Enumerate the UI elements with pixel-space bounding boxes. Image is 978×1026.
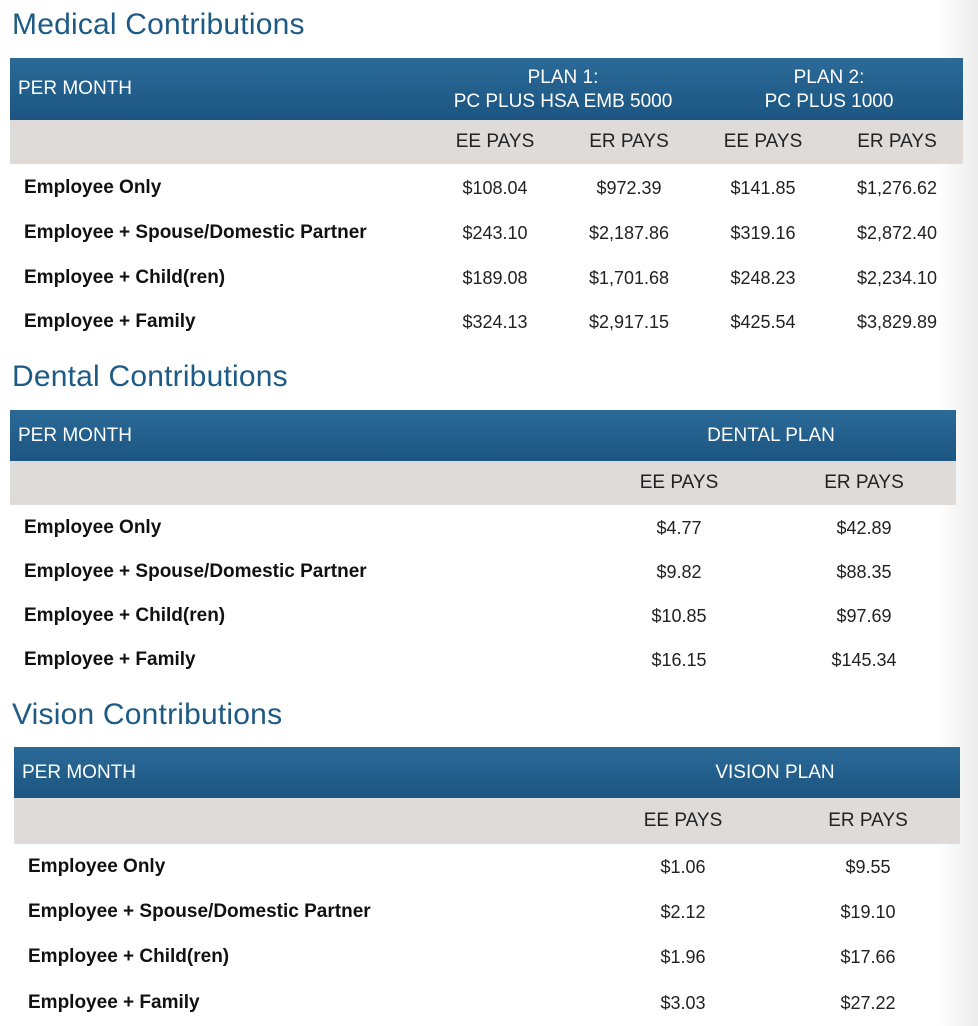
value-cell: $9.55 [845,857,891,877]
value-cell: $324.13 [462,312,528,332]
value-cell: $3.03 [660,993,706,1013]
value-cell: $10.85 [651,606,707,626]
table-row [14,845,960,889]
dental-header [10,410,956,461]
value-cell: $3,829.89 [856,312,938,332]
table-row [10,594,956,638]
row-label: Employee Only [28,856,166,877]
value-cell: $16.15 [651,650,707,670]
row-label: Employee + Family [24,311,196,332]
row-label: Employee Only [24,177,162,198]
row-label: Employee + Child(ren) [24,267,226,288]
medical-plan2-header [694,66,964,114]
value-cell: $17.66 [840,947,896,967]
table-row [10,211,963,255]
value-cell: $189.08 [462,268,528,288]
vision-col-ee: EE PAYS [643,810,723,831]
value-cell: $2,872.40 [856,223,938,243]
table-row [10,638,956,682]
dental-plan-header: DENTAL PLAN [707,425,835,446]
medical-col-ee2: EE PAYS [723,131,803,152]
value-cell: $88.35 [836,562,892,582]
value-cell: $319.16 [730,223,796,243]
value-cell: $145.34 [831,650,897,670]
row-label: Employee + Spouse/Domestic Partner [24,222,367,243]
table-row [10,300,963,344]
value-cell: $425.54 [730,312,796,332]
vision-subheader [14,798,960,844]
row-label: Employee Only [24,517,162,538]
value-cell: $141.85 [730,178,796,198]
table-row [14,935,960,979]
value-cell: $2,234.10 [856,268,938,288]
value-cell: $4.77 [656,518,702,538]
medical-col-er1: ER PAYS [589,131,669,152]
medical-plan1-header [428,66,698,114]
medical-plan2-line2: PC PLUS 1000 [764,91,894,112]
value-cell: $9.82 [656,562,702,582]
medical-title: Medical Contributions [12,8,305,41]
table-row [10,506,956,550]
vision-header [14,747,960,798]
row-label: Employee + Spouse/Domestic Partner [24,561,367,582]
table-row [10,256,963,300]
row-label: Employee + Child(ren) [28,946,230,967]
value-cell: $19.10 [840,902,896,922]
value-cell: $1.06 [660,857,706,877]
vision-plan-header: VISION PLAN [715,762,835,783]
value-cell: $972.39 [596,178,662,198]
medical-subheader [10,120,963,164]
row-label: Employee + Child(ren) [24,605,226,626]
row-label: Employee + Family [28,992,200,1013]
value-cell: $42.89 [836,518,892,538]
value-cell: $1,276.62 [856,178,938,198]
vision-title: Vision Contributions [12,698,283,731]
dental-col-ee: EE PAYS [639,472,719,493]
medical-col-er2: ER PAYS [857,131,937,152]
value-cell: $2.12 [660,902,706,922]
value-cell: $2,187.86 [588,223,670,243]
value-cell: $27.22 [840,993,896,1013]
value-cell: $108.04 [462,178,528,198]
value-cell: $248.23 [730,268,796,288]
value-cell: $97.69 [836,606,892,626]
dental-title: Dental Contributions [12,360,288,393]
dental-per-month: PER MONTH [18,425,132,446]
table-row [10,550,956,594]
value-cell: $1,701.68 [588,268,670,288]
medical-plan2-line1: PLAN 2: [793,67,865,88]
medical-col-ee1: EE PAYS [455,131,535,152]
table-row [10,166,963,210]
value-cell: $243.10 [462,223,528,243]
value-cell: $1.96 [660,947,706,967]
vision-col-er: ER PAYS [828,810,908,831]
medical-header [10,58,963,120]
value-cell: $2,917.15 [588,312,670,332]
table-row [14,890,960,934]
row-label: Employee + Family [24,649,196,670]
dental-subheader [10,461,956,505]
medical-plan1-line2: PC PLUS HSA EMB 5000 [453,91,673,112]
medical-per-month: PER MONTH [18,78,132,99]
table-row [14,981,960,1025]
vision-per-month: PER MONTH [22,762,136,783]
row-label: Employee + Spouse/Domestic Partner [28,901,371,922]
medical-plan1-line1: PLAN 1: [527,67,599,88]
dental-col-er: ER PAYS [824,472,904,493]
